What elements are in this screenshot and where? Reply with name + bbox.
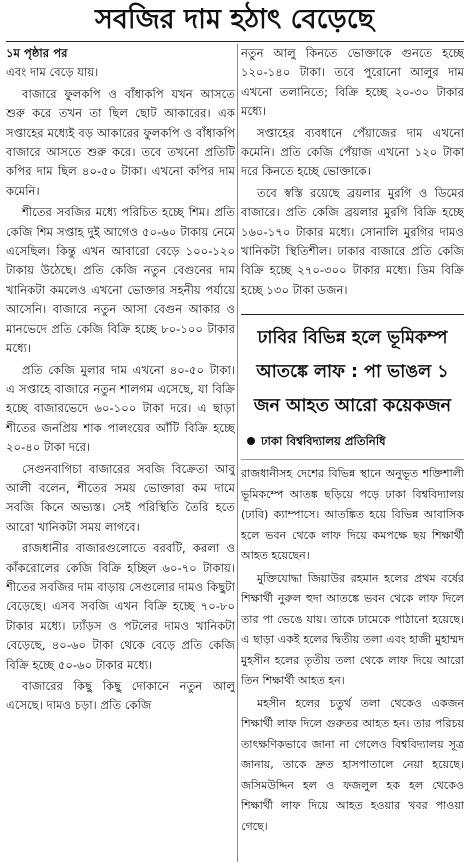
story-paragraph: রাজধানীসহ দেশের বিভিন্ন স্থানে অনুভূত শক্তিশালী ভূমিকম্পে আতঙ্ক ছড়িয়ে পড়ে ঢাকা বিশ্ববিদ্যালয় (ঢাবি) ক্যাম্পাসে। আতঙ্কিত হয়ে বিভিন্ন আবাসিক হলে ভবন থেকে লাফ দিয়ে কমপক্ষে ছয় শিক্ষার্থী আহত হয়েছেন। (241, 467, 464, 563)
byline (247, 431, 464, 451)
column-divider (237, 44, 238, 862)
right-column (241, 44, 464, 865)
left-paragraph: এবং দাম বেড়ে যায়। (6, 65, 99, 80)
left-column (6, 44, 235, 865)
byline-text: ঢাকা বিশ্ববিদ্যালয় প্রতিনিধি (261, 434, 386, 449)
right-paragraph: তবে স্বস্তি রয়েছে ব্রয়লার মুরগি ও ডিমের বাজারে। প্রতি কেজি ব্রয়লার মুরগি বিক্রি হচ্ছে ১৬০-১৭০ টাকার মধ্যে। সোনালি মুরগির দামও খানিকটা স্থিতিশীল। ঢাকার বাজারে প্রতি কেজি বিক্রি হচ্ছে ২৭০-৩০০ টাকার মধ্যে। ডিম বিক্রি হচ্ছে ১৩০ টাকা ডজন। (241, 185, 464, 297)
left-paragraph: প্রতি কেজি মুলার দাম এখনো ৪০-৫০ টাকা। এ সপ্তাহে বাজারে নতুন শালগম এসেছে, যা বিক্রি হচ্ছে বাজারভেদে ৬০-১০০ টাকা দরে। এ ছাড়া শীতের জনপ্রিয় শাক পালংয়ের আঁটি বিক্রি হচ্ছে ২০-৪০ টাকা দরে। (6, 362, 235, 455)
left-paragraph: সেগুনবাগিচা বাজারের সবজি বিক্রেতা আবু আলী বলেন, শীতের সময় ভোক্তারা কম দামে সবজি কিনে অভ্যস্ত। সেই পরিস্থিতি তৈরি হতে আরো খানিকটা সময় লাগবে। (6, 461, 235, 534)
right-paragraph: নতুন আলু কিনতে ভোক্তাকে গুনতে হচ্ছে ১২০-১৪০ টাকা। তবে পুরোনো আলুর দাম এখনো তলানিতে; বিক্রি হচ্ছে ২০-৩০ টাকার মধ্যে। (241, 46, 464, 119)
left-paragraph: বাজারের কিছু কিছু দোকানে নতুন আলু এসেছে। দামও চড়া। প্রতি কেজি (6, 679, 235, 713)
story-paragraph: মহসীন হলের চতুর্থ তলা থেকেও একজন শিক্ষার্থী লাফ দিলে গুরুতর আহত হন। তার পরিচয় তাৎক্ষণিকভাবে জানা না গেলেও বিশ্ববিদ্যালয় সূত্র জানায়, তাকে দ্রুত হাসপাতালে নেয়া হয়েছে। জসিমউদ্দিন হল ও ফজলুল হক হল থেকেও শিক্ষার্থী লাফ দিয়ে আহত হওয়ার খবর পাওয়া গেছে। (241, 696, 464, 833)
left-paragraph: বাজারে ফুলকপি ও বাঁধাকপি যখন আসতে শুরু করে তখন তা ছিল ছোট আকারের। এক সপ্তাহের মধ্যেই বড় আকারের ফুলকপি ও বাঁধাকপি বাজারে আসতে শুরু করে। তবে তখনো প্রতিটি কপির দাম ছিল ৪০-৫০ টাকা। এখনো কপির দাম কমেনি। (6, 86, 235, 198)
left-paragraph: শীতের সবজির মধ্যে পরিচিত হচ্ছে শিম। প্রতি কেজি শিম সপ্তাহ দুই আগেও ৫০-৬০ টাকায় নেমে এসেছিল। কিন্তু এখন আবারো বেড়ে ১০০-১২০ টাকায় উঠেছে। প্রতি কেজি নতুন বেগুনের দাম খানিকটা কমলেও এখনো ভোক্তার সহনীয় পর্যায়ে আসেনি। বাজারে নতুন আসা বেগুন আকার ও মানভেদে প্রতি কেজি বিক্রি হচ্ছে ৮০-১০০ টাকার মধ্যে। (6, 205, 235, 356)
left-paragraph: রাজধানীর বাজারগুলোতে বরবটি, করলা ও কাঁকরোলের কেজি বিক্রি হচ্ছিল ৬০-৭০ টাকায়। শীতের সবজির দাম বাড়ায় সেগুলোর দামও কিছুটা বেড়েছে। এসব সবজি এখন বিক্রি হচ্ছে ৭০-৮০ টাকার মধ্যে। ঢ্যাঁড়স ও পটলের দামও খানিকটা বেড়েছে, ৪০-৬০ টাকা থেকে বেড়ে প্রতি কেজি বিক্রি হচ্ছে ৫০-৬০ টাকার মধ্যে। (6, 541, 235, 672)
second-story-headline: ঢাবির বিভিন্ন হলে ভূমিকম্প আতঙ্কে লাফ : পা ভাঙল ১ জন আহত আরো কয়েকজন (241, 314, 464, 423)
headline-rule (6, 41, 464, 42)
story-paragraph: মুক্তিযোদ্ধা জিয়াউর রহমান হলের প্রথম বর্ষের শিক্ষার্থী নুরুল হুদা আতঙ্কে ভবন থেকে লাফ দিলে তার পা ভেঙে যায়। তাকে ঢামেকে পাঠানো হয়েছে। এ ছাড়া একই হলের দ্বিতীয় তলা এবং হাজী মুহাম্মদ মুহসীন হলের তৃতীয় তলা থেকে লাফ দিয়ে আরো তিন শিক্ষার্থী আহত হন। (241, 571, 464, 688)
bullet-icon (247, 437, 255, 445)
headline: সবজির দাম হঠাৎ বেড়েছে (95, 4, 374, 35)
continuation-note: ১ম পৃষ্ঠার পর (6, 46, 68, 60)
right-paragraph: সপ্তাহের ব্যবধানে পেঁয়াজের দাম এখনো কমেনি। প্রতি কেজি পেঁয়াজ এখনো ১২০ টাকা দরে কিনতে হচ্ছে ভোক্তাকে। (241, 125, 464, 179)
byline-rule (241, 459, 464, 460)
